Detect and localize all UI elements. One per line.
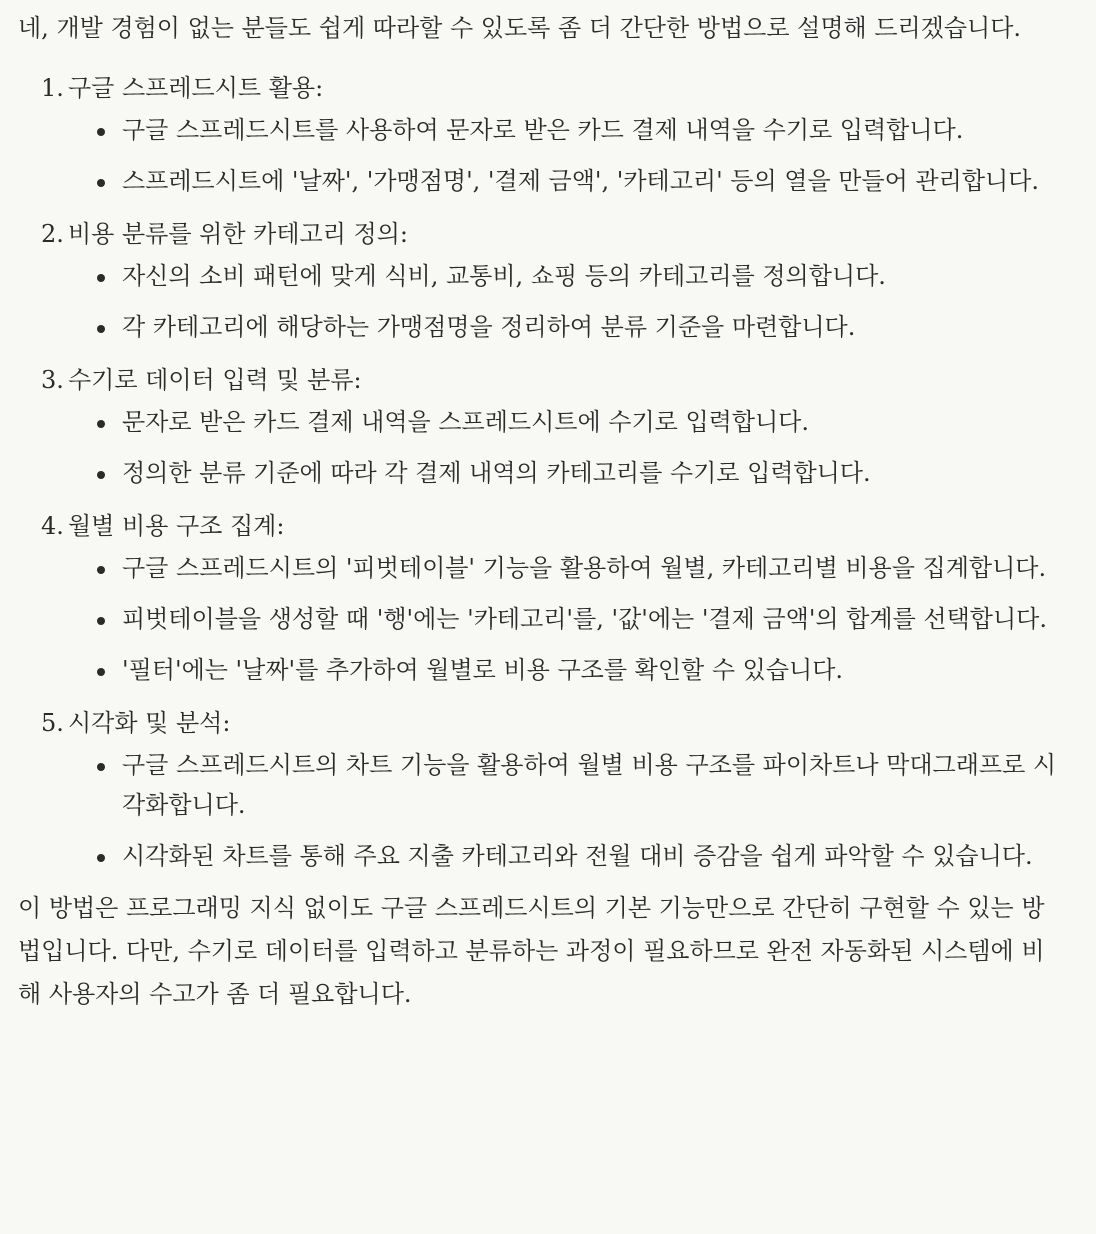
bullet-text: 구글 스프레드시트의 '피벗테이블' 기능을 활용하여 월별, 카테고리별 비용을 집계합니다. [122,554,1047,582]
bullet-text: 구글 스프레드시트의 차트 기능을 활용하여 월별 비용 구조를 파이차트나 막대그래프로 시각화합니다. [122,751,1057,819]
bullet-text: 정의한 분류 기준에 따라 각 결제 내역의 카테고리를 수기로 입력합니다. [122,459,871,487]
bullet-dot-icon [97,325,105,333]
bullet-item [68,256,1060,296]
bullet-item [68,402,1060,442]
step-item [18,504,1060,690]
step-title: 월별 비용 구조 집계: [68,512,285,540]
bullet-dot-icon [97,274,105,282]
bullet-text: 문자로 받은 카드 결제 내역을 스프레드시트에 수기로 입력합니다. [122,408,809,436]
bullet-dot-icon [97,854,105,862]
step-item [18,701,1060,876]
step-number: 4. [41,512,64,540]
outro-paragraph: 이 방법은 프로그래밍 지식 없이도 구글 스프레드시트의 기본 기능만으로 간단히 구현할 수 있는 방법입니다. 다만, 수기로 데이터를 입력하고 분류하는 과정이 필요하므로 완전 자동화된 시스템에 비해 사용자의 수고가 좀 더 필요합니다. [18,894,1045,1008]
bullet-item [68,307,1060,347]
step-title: 수기로 데이터 입력 및 분류: [68,366,362,394]
bullet-text: 구글 스프레드시트를 사용하여 문자로 받은 카드 결제 내역을 수기로 입력합니다. [122,116,964,144]
bullet-item [68,836,1060,876]
bullet-dot-icon [97,763,105,771]
bullet-text: 자신의 소비 패턴에 맞게 식비, 교통비, 쇼핑 등의 카테고리를 정의합니다. [122,262,886,290]
steps-list [18,66,1060,876]
step-item [18,358,1060,493]
bullet-list [68,745,1060,876]
bullet-item [68,650,1060,690]
bullet-dot-icon [97,566,105,574]
step-title: 시각화 및 분석: [68,709,231,737]
bullet-dot-icon [97,471,105,479]
bullet-dot-icon [97,420,105,428]
intro-paragraph: 네, 개발 경험이 없는 분들도 쉽게 따라할 수 있도록 좀 더 간단한 방법으로 설명해 드리겠습니다. [18,14,1022,42]
bullet-list [68,110,1060,201]
step-item [18,212,1060,347]
bullet-item [68,161,1060,201]
bullet-item [68,453,1060,493]
bullet-text: 시각화된 차트를 통해 주요 지출 카테고리와 전월 대비 증감을 쉽게 파악할 수 있습니다. [122,842,1033,870]
bullet-text: 각 카테고리에 해당하는 가맹점명을 정리하여 분류 기준을 마련합니다. [122,313,856,341]
step-number: 1. [41,74,64,102]
bullet-text: '필터'에는 '날짜'를 추가하여 월별로 비용 구조를 확인할 수 있습니다. [122,656,844,684]
bullet-dot-icon [97,617,105,625]
bullet-list [68,402,1060,493]
step-number: 2. [41,220,64,248]
bullet-text: 피벗테이블을 생성할 때 '행'에는 '카테고리'를, '값'에는 '결제 금액'의 합계를 선택합니다. [122,605,1047,633]
step-title: 비용 분류를 위한 카테고리 정의: [68,220,408,248]
bullet-list [68,548,1060,690]
bullet-dot-icon [97,668,105,676]
step-number: 3. [41,366,64,394]
step-number: 5. [41,709,64,737]
step-title: 구글 스프레드시트 활용: [68,74,324,102]
step-item [18,66,1060,201]
bullet-item [68,599,1060,639]
bullet-list [68,256,1060,347]
bullet-item [68,745,1060,825]
bullet-item [68,548,1060,588]
bullet-item [68,110,1060,150]
bullet-text: 스프레드시트에 '날짜', '가맹점명', '결제 금액', '카테고리' 등의 열을 만들어 관리합니다. [122,167,1040,195]
bullet-dot-icon [97,128,105,136]
bullet-dot-icon [97,179,105,187]
